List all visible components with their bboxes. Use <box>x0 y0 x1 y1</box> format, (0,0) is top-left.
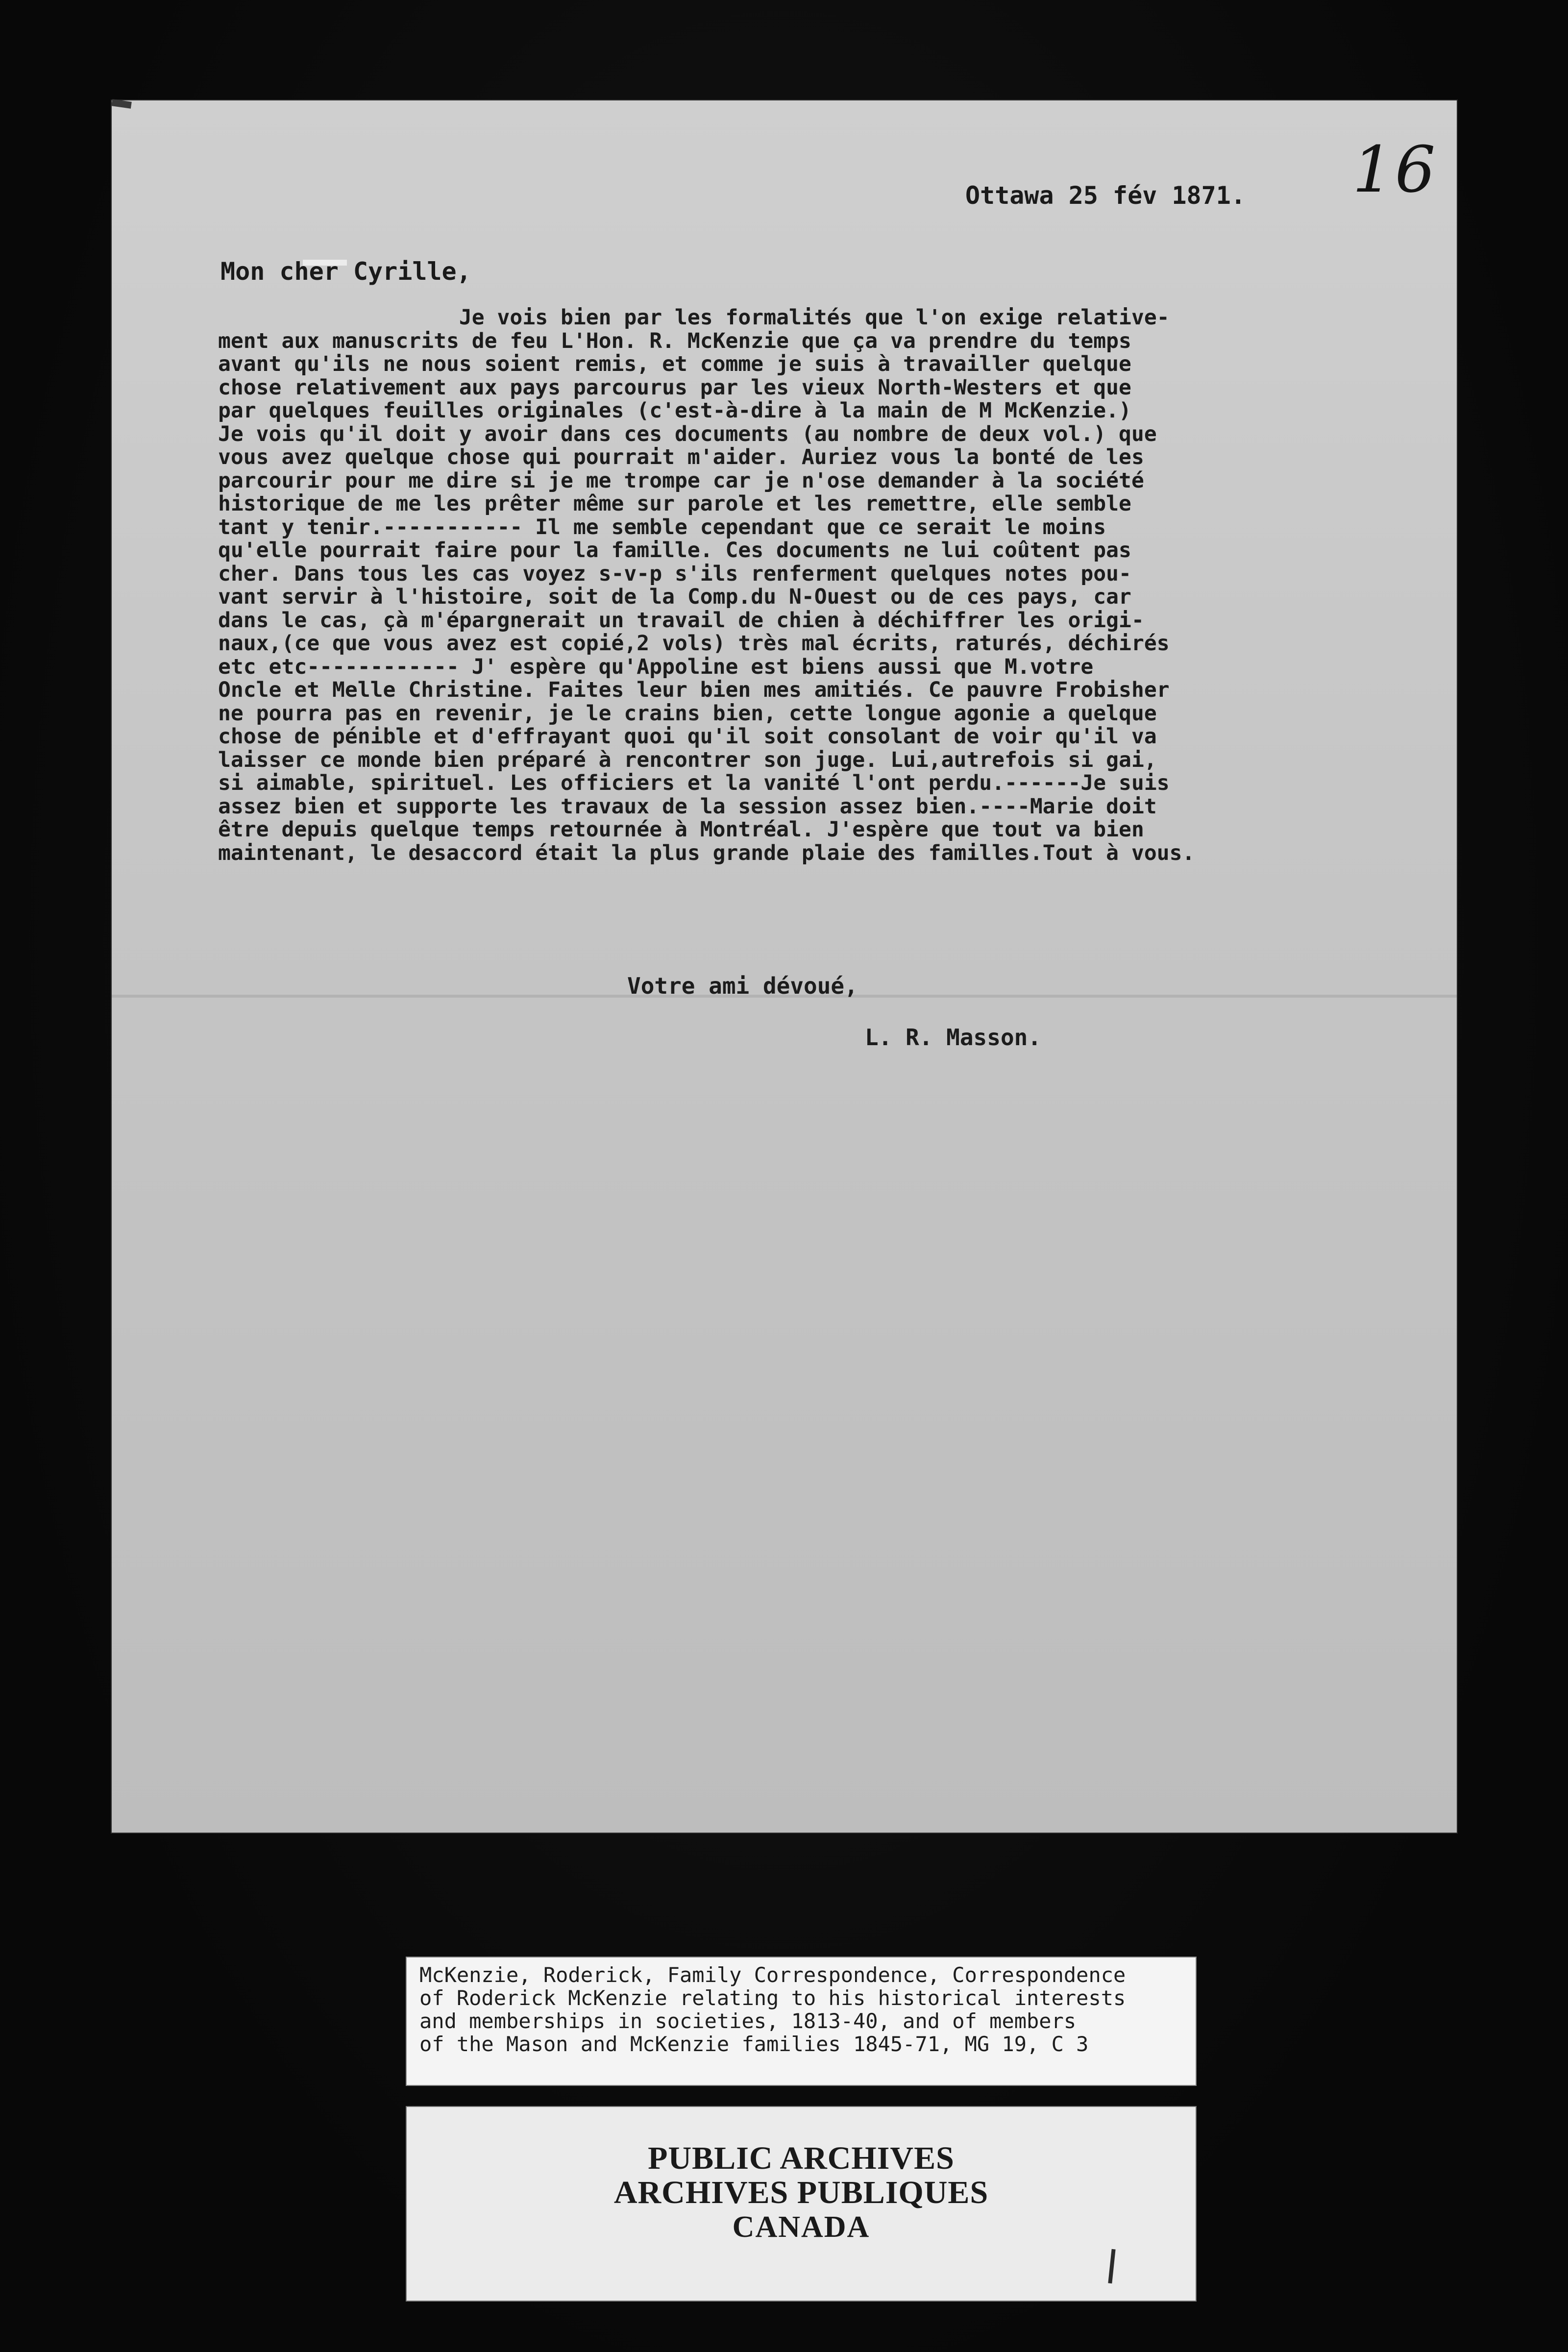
body-line: assez bien et supporte les travaux de la session assez bien.----Marie doit <box>218 794 1157 819</box>
body-line: avant qu'ils ne nous soient remis, et comme je suis à travailler quelque <box>218 352 1131 376</box>
body-line: Je vois bien par les formalités que l'on exige relative- <box>218 305 1170 330</box>
body-line: si aimable, spirituel. Les officiers et la vanité l'ont perdu.------Je suis <box>218 771 1170 795</box>
archives-stamp <box>407 2107 1196 2301</box>
body-line: chose de pénible et d'effrayant quoi qu'il soit consolant de voir qu'il va <box>218 724 1157 749</box>
letter-salutation: Mon cher Cyrille, <box>220 257 471 286</box>
archive-caption-card <box>407 1958 1196 2085</box>
body-line: historique de me les prêter même sur parole et les remettre, elle semble <box>218 491 1131 516</box>
stamp-line-public-archives: PUBLIC ARCHIVES <box>648 2140 955 2176</box>
body-line: naux,(ce que vous avez est copié,2 vols) très mal écrits, raturés, déchirés <box>218 631 1170 656</box>
body-line: ment aux manuscrits de feu L'Hon. R. McKenzie que ça va prendre du temps <box>218 328 1131 353</box>
body-line: Je vois qu'il doit y avoir dans ces documents (au nombre de deux vol.) que <box>218 421 1157 446</box>
body-line: qu'elle pourrait faire pour la famille. Ces documents ne lui coûtent pas <box>218 538 1131 563</box>
body-line: laisser ce monde bien préparé à rencontrer son juge. Lui,autrefois si gai, <box>218 747 1157 772</box>
body-line: tant y tenir.----------- Il me semble cependant que ce serait le moins <box>218 514 1106 539</box>
letter-signature: L. R. Masson. <box>865 1024 1042 1051</box>
body-line: être depuis quelque temps retournée à Montréal. J'espère que tout va bien <box>218 817 1144 842</box>
body-line: Oncle et Melle Christine. Faites leur bien mes amitiés. Ce pauvre Frobisher <box>218 678 1170 702</box>
body-line: vant servir à l'histoire, soit de la Comp.du N-Ouest ou de ces pays, car <box>218 585 1131 609</box>
letter-body <box>218 306 1404 865</box>
stamp-tick-mark <box>1108 2249 1115 2283</box>
letter-closing: Votre ami dévoué, <box>627 973 858 999</box>
body-line: cher. Dans tous les cas voyez s-v-p s'ils renferment quelques notes pou- <box>218 561 1131 586</box>
caption-line: McKenzie, Roderick, Family Correspondence, Correspondence <box>419 1963 1126 1987</box>
body-line: chose relativement aux pays parcourus par les vieux North-Westers et que <box>218 375 1131 400</box>
body-line: vous avez quelque chose qui pourrait m'aider. Auriez vous la bonté de les <box>218 445 1144 469</box>
body-line: maintenant, le desaccord était la plus grande plaie des familles.Tout à vous. <box>218 840 1195 865</box>
corner-mark <box>111 99 132 108</box>
caption-line: of Roderick McKenzie relating to his historical interests <box>419 1986 1126 2010</box>
body-line: parcourir pour me dire si je me trompe car je n'ose demander à la société <box>218 468 1144 493</box>
stamp-text <box>407 2141 1196 2244</box>
body-line: ne pourra pas en revenir, je le crains bien, cette longue agonie a quelque <box>218 701 1157 726</box>
body-line: etc etc------------ J' espère qu'Appoline est biens aussi que M.votre <box>218 654 1094 679</box>
body-line: par quelques feuilles originales (c'est-à-dire à la main de M McKenzie.) <box>218 398 1131 423</box>
stamp-line-canada: CANADA <box>732 2210 870 2244</box>
body-line: dans le cas, çà m'épargnerait un travail de chien à déchiffrer les origi- <box>218 608 1144 633</box>
letter-date: Ottawa 25 fév 1871. <box>965 181 1246 210</box>
page-number: 16 <box>1352 132 1438 207</box>
stamp-line-archives-publiques: ARCHIVES PUBLIQUES <box>613 2175 989 2210</box>
caption-line: of the Mason and McKenzie families 1845-71, MG 19, C 3 <box>419 2032 1089 2056</box>
caption-line: and memberships in societies, 1813-40, and of members <box>419 2009 1077 2033</box>
